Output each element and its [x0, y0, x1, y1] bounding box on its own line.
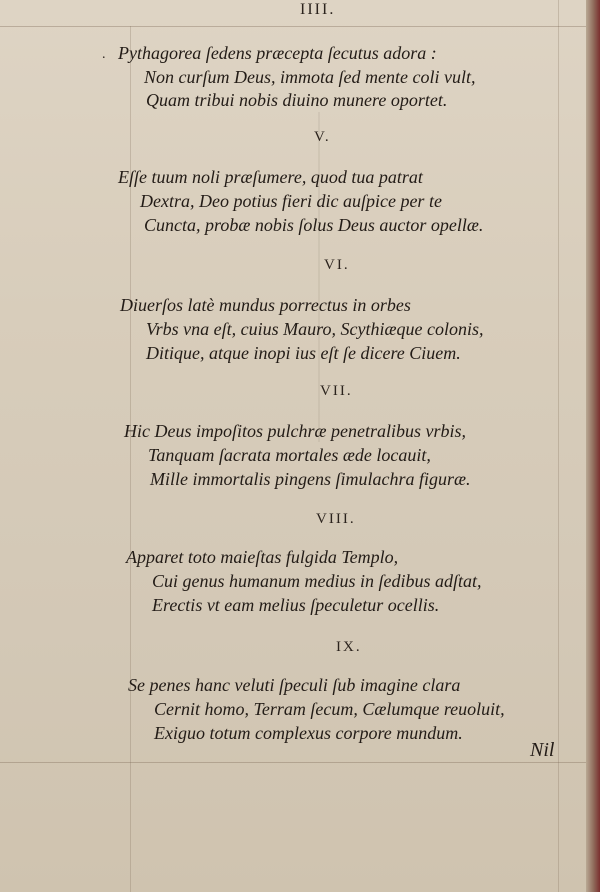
verse-line: Quam tribui nobis diuino munere oportet. [146, 90, 448, 110]
section-heading: VI. [324, 257, 350, 273]
verse-line: Diuerſos latè mundus porrectus in orbes [120, 295, 411, 315]
verse-line: Vrbs vna eſt, cuius Mauro, Scythiæque colonis, [146, 319, 484, 339]
verse-line: Ditique, atque inopi ius eſt ſe dicere Ciuem. [146, 343, 461, 363]
verse-line: Hic Deus impoſitos pulchræ penetralibus vrbis, [124, 421, 466, 441]
catchword: Nil [530, 739, 555, 761]
verse-line: Cui genus humanum medius in ſedibus adſtat, [152, 571, 482, 591]
left-margin-rule [130, 26, 131, 892]
verse-line: Tanquam ſacrata mortales æde locauit, [148, 445, 431, 465]
verse-line: Apparet toto maieſtas fulgida Templo, [126, 547, 399, 567]
section-heading: V. [314, 129, 331, 145]
verse-line: Eſſe tuum noli præſumere, quod tua patrat [118, 167, 423, 187]
verse-line: Pythagorea ſedens præcepta ſecutus adora : [118, 43, 437, 63]
page-heading-top: IIII. [300, 1, 336, 18]
verse-line: Cernit homo, Terram ſecum, Cælumque reuoluit, [154, 699, 505, 719]
verse-line: Se penes hanc veluti ſpeculi ſub imagine clara [128, 675, 461, 695]
page-edge [586, 0, 600, 892]
bullet-mark: . [102, 47, 106, 62]
section-heading: VII. [320, 383, 353, 399]
verse-line: Exiguo totum complexus corpore mundum. [154, 723, 463, 743]
verse-line: Erectis vt eam melius ſpeculetur ocellis. [152, 595, 440, 615]
bottom-rule [0, 762, 586, 763]
verse-line: Dextra, Deo potius fieri dic auſpice per te [140, 191, 442, 211]
verse-line: Non curſum Deus, immota ſed mente coli vult, [144, 67, 476, 87]
section-heading: IX. [336, 639, 362, 655]
right-margin-rule [558, 0, 559, 892]
verse-line: Mille immortalis pingens ſimulachra figuræ. [150, 469, 471, 489]
show-through-decoration [318, 112, 570, 442]
top-rule [0, 26, 586, 27]
verse-line: Cuncta, probæ nobis ſolus Deus auctor opellæ. [144, 215, 484, 235]
section-heading: VIII. [316, 511, 356, 527]
